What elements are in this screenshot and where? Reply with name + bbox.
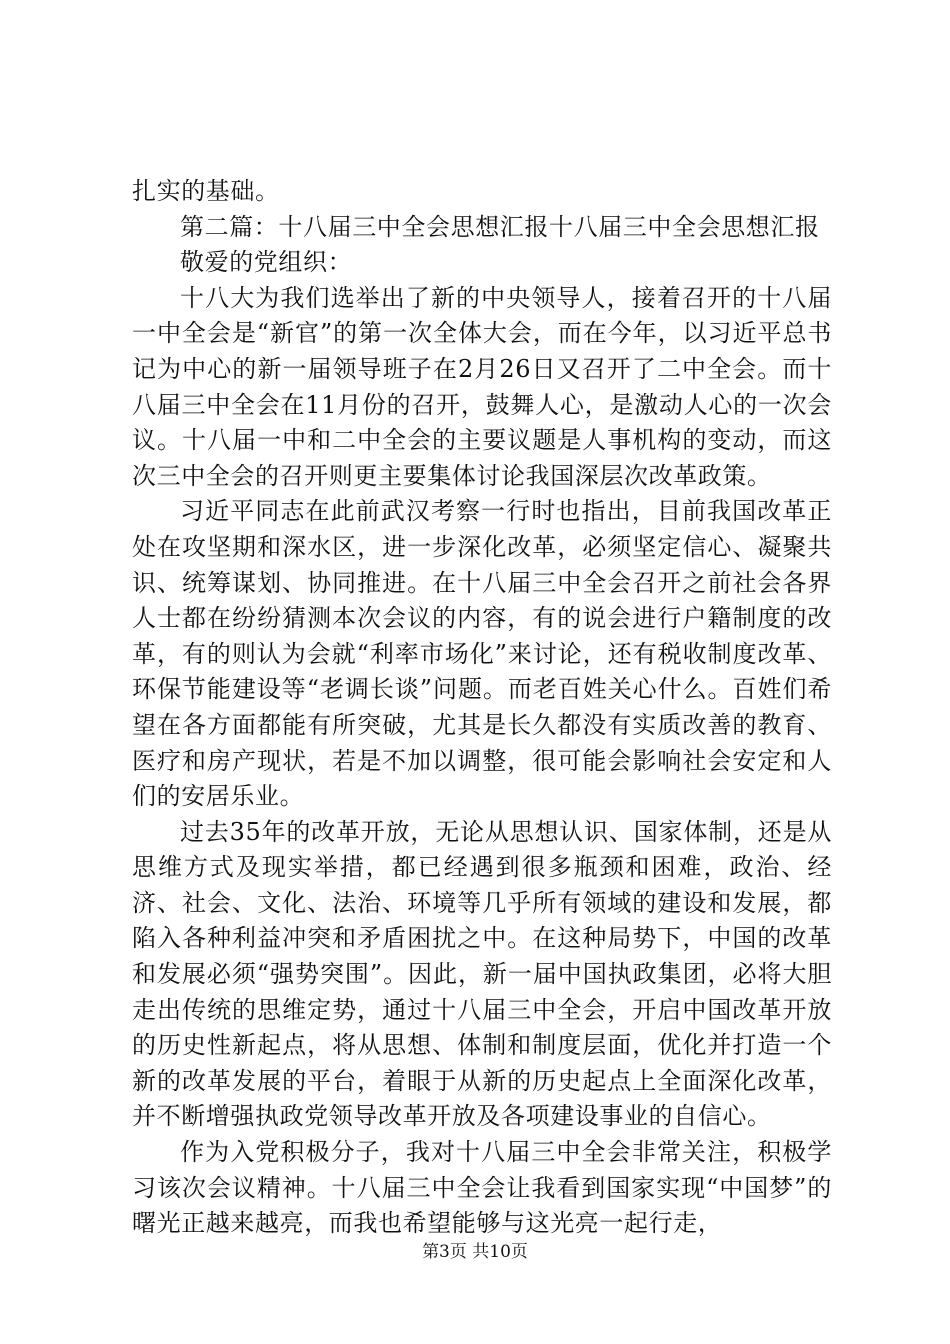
salutation: 敬爱的党组织： (180, 248, 353, 277)
paragraph-2: 习近平同志在此前武汉考察一行时也指出，目前我国改革正处在攻坚期和深水区，进一步深化改革，必须坚定信心、凝聚共识、统筹谋划、协同推进。在十八届三中全会召开之前社会各界人士都在纷纷猜测本次会议的内容，有的说会进行户籍制度的改革，有的则认为会就“利率市场化”来讨论，还有税收制度改革、环保节能建设等“老调长谈”问题。而老百姓关心什么。百姓们希望在各方面都能有所突破，尤其是长久都没有实质改善的教育、医疗和房产现状，若是不加以调整，很可能会影响社会安定和人们的安居乐业。 (132, 497, 832, 811)
paragraph-3: 过去35年的改革开放，无论从思想认识、国家体制，还是从思维方式及现实举措，都已经遇到很多瓶颈和困难，政治、经济、社会、文化、法治、环境等几乎所有领域的建设和发展，都陷入各种利益冲突和矛盾困扰之中。在这种局势下，中国的改革和发展必须“强势突围”。因此，新一届中国执政集团，必将大胆走出传统的思维定势，通过十八届三中全会，开启中国改革开放的历史性新起点，将从思想、体制和制度层面，优化并打造一个新的改革发展的平台，着眼于从新的历史起点上全面深化改革，并不断增强执政党领导改革开放及各项建设事业的自信心。 (132, 817, 832, 1131)
section-heading: 第二篇：十八届三中全会思想汇报十八届三中全会思想汇报 (180, 212, 820, 241)
paragraph-continuation: 扎实的基础。 (132, 177, 280, 205)
page-number-footer: 第3页 共10页 (422, 1242, 528, 1262)
document-body (132, 174, 832, 1242)
paragraph-1: 十八大为我们选举出了新的中央领导人，接着召开的十八届一中全会是“新官”的第一次全体大会，而在今年，以习近平总书记为中心的新一届领导班子在2月26日又召开了二中全会。而十八届三中全会在11月份的召开，鼓舞人心，是激动人心的一次会议。十八届一中和二中全会的主要议题是人事机构的变动，而这次三中全会的召开则更主要集体讨论我国深层次改革政策。 (132, 283, 832, 490)
paragraph-4: 作为入党积极分子，我对十八届三中全会非常关注，积极学习该次会议精神。十八届三中全会让我看到国家实现“中国梦”的曙光正越来越亮，而我也希望能够与这光亮一起行走， (132, 1138, 832, 1238)
